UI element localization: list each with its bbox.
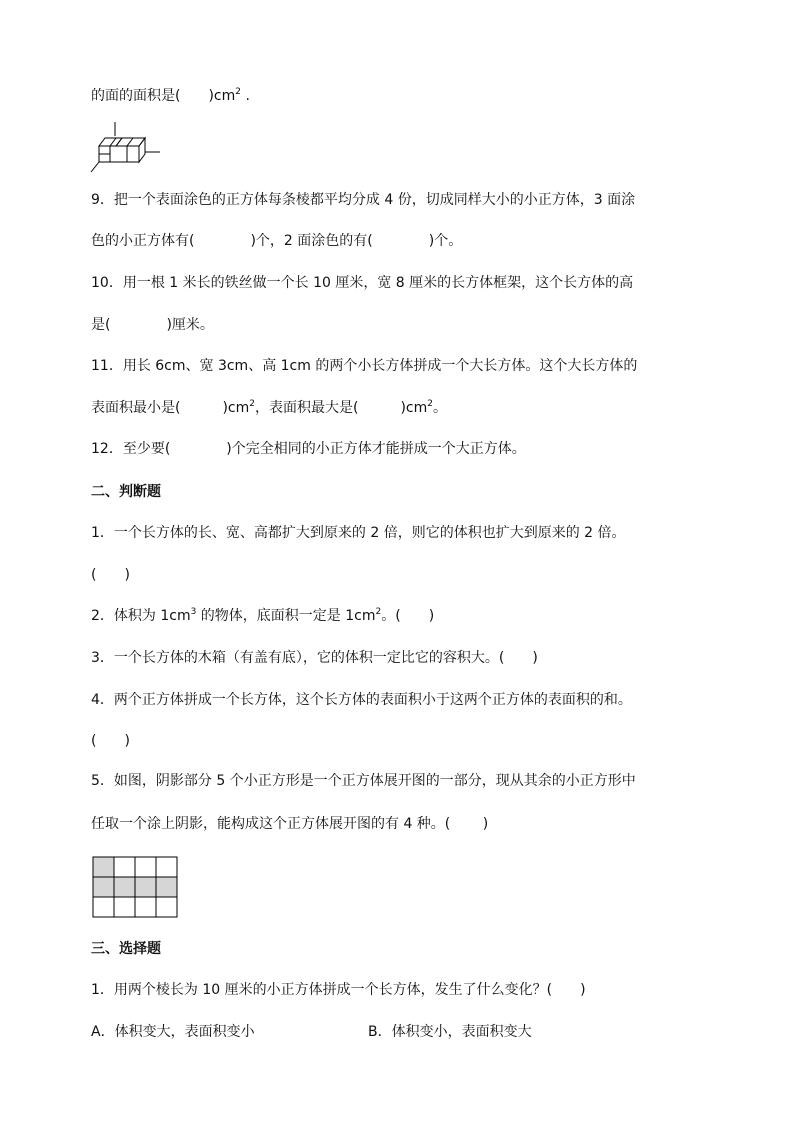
c1-option-a: A．体积变大，表面积变小 (91, 1024, 255, 1040)
j1-line-1: 1．一个长方体的长、宽、高都扩大到原来的 2 倍，则它的体积也扩大到原来的 2 倍。 (91, 525, 626, 541)
grid-cell-shaded (114, 877, 135, 897)
q11-line-1: 11．用长 6cm、宽 3cm、高 1cm 的两个小长方体拼成一个大长方体。这个大长方体的 (91, 358, 638, 374)
q11-line-2: 表面积最小是( )$cm^2$，表面积最大是( )$cm^2$。 (91, 399, 447, 416)
c1-line: 1．用两个棱长为 10 厘米的小正方体拼成一个长方体，发生了什么变化？( ) (91, 982, 586, 998)
j4-line-1: 4．两个正方体拼成一个长方体，这个长方体的表面积小于这两个正方体的表面积的和。 (91, 692, 632, 708)
j4-answer: ( ) (91, 733, 130, 749)
cubes-figure (88, 120, 168, 176)
q9-line-1: 9．把一个表面涂色的正方体每条棱都平均分成 4 份，切成同样大小的小正方体，3 面涂 (91, 192, 636, 208)
grid-cell (135, 897, 156, 917)
grid-cell (114, 857, 135, 877)
grid-cell-shaded (93, 877, 114, 897)
q12-line: 12．至少要( )个完全相同的小正方体才能拼成一个大正方体。 (91, 441, 526, 457)
grid-cell (156, 857, 177, 877)
judgement-heading: 二、判断题 (91, 484, 161, 500)
grid-cell (135, 857, 156, 877)
q10-line-1: 10．用一根 1 米长的铁丝做一个长 10 厘米，宽 8 厘米的长方体框架，这个长方体的高 (91, 275, 634, 291)
q8-continuation: 的面的面积是( )$cm^2$ . (91, 87, 250, 104)
j5-line-1: 5．如图，阴影部分 5 个小正方形是一个正方体展开图的一部分，现从其余的小正方形中 (91, 773, 636, 789)
grid-cell (114, 897, 135, 917)
grid-cell-shaded (156, 877, 177, 897)
j5-line-2: 任取一个涂上阴影，能构成这个正方体展开图的有 4 种。( ) (91, 816, 489, 832)
net-grid-figure (92, 856, 178, 918)
j1-answer: ( ) (91, 567, 130, 583)
grid-cell-shaded (135, 877, 156, 897)
c1-option-b: B．体积变小，表面积变大 (368, 1024, 532, 1040)
grid-cell-shaded (93, 857, 114, 877)
q10-line-2: 是( )厘米。 (91, 317, 214, 333)
grid-cell (93, 897, 114, 917)
grid-cell (156, 897, 177, 917)
j2-line: 2．体积为 $1cm^3$ 的物体，底面积一定是 $1cm^2$。( ) (91, 607, 435, 624)
choice-heading: 三、选择题 (91, 941, 161, 957)
j3-line: 3．一个长方体的木箱（有盖有底），它的体积一定比它的容积大。( ) (91, 650, 538, 666)
q9-line-2: 色的小正方体有( )个，2 面涂色的有( )个。 (91, 233, 463, 249)
